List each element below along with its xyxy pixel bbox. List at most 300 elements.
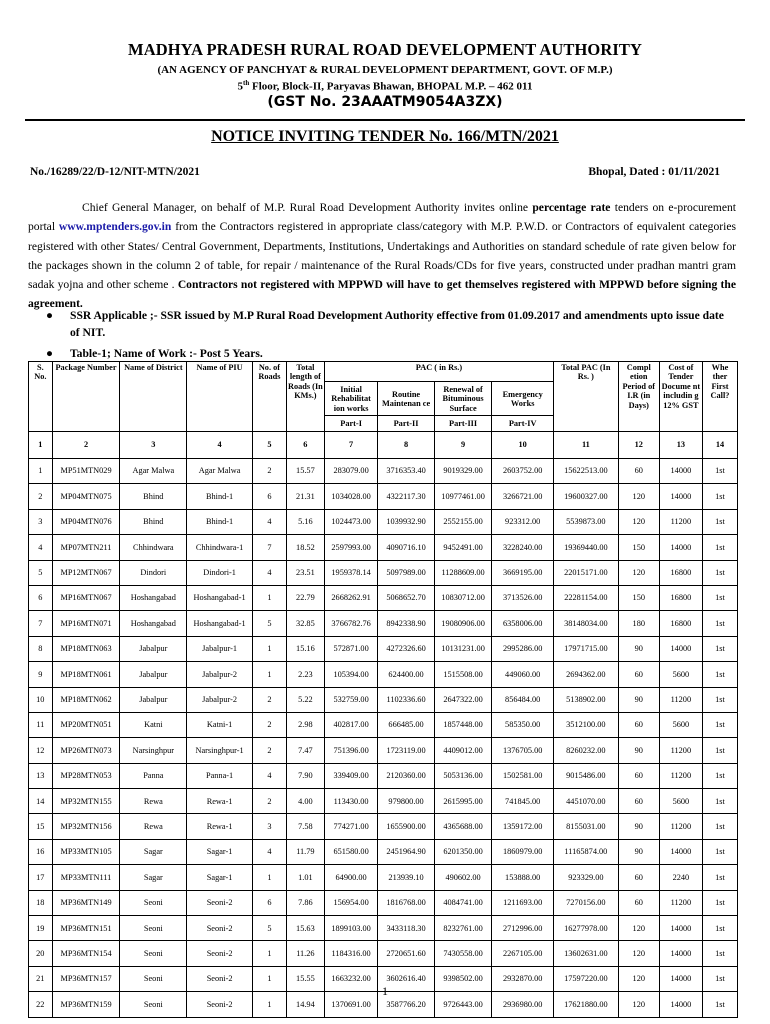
table-cell: 8942338.90	[378, 611, 435, 636]
table-cell: 1959378.14	[324, 560, 377, 585]
header-first-call: Whe ther First Call?	[702, 362, 737, 432]
table-cell: 90	[618, 839, 659, 864]
column-number-cell: 2	[52, 432, 120, 459]
table-cell: 923312.00	[492, 509, 554, 534]
table-cell: 4365688.00	[434, 814, 492, 839]
table-cell: 6201350.00	[434, 839, 492, 864]
header-initial: Initial Rehabilitat ion works	[324, 382, 377, 416]
table-cell: 4.00	[286, 789, 324, 814]
header-pac: PAC ( in Rs.)	[324, 362, 553, 382]
table-cell: 1034028.00	[324, 484, 377, 509]
table-cell: 9452491.00	[434, 535, 492, 560]
table-cell: MP32MTN156	[52, 814, 120, 839]
table-cell: 16800	[659, 611, 702, 636]
table-row	[29, 890, 738, 915]
table-cell: 17621880.00	[554, 992, 619, 1017]
table-cell: 15.16	[286, 636, 324, 661]
table-cell: 17597220.00	[554, 966, 619, 991]
table-cell: 5068652.70	[378, 585, 435, 610]
table-cell: 2	[252, 459, 286, 484]
table-cell: 11288609.00	[434, 560, 492, 585]
table-cell: Bhind-1	[187, 484, 253, 509]
table-cell: 2552155.00	[434, 509, 492, 534]
table-row	[29, 484, 738, 509]
table-cell: 5097989.00	[378, 560, 435, 585]
table-cell: 22281154.00	[554, 585, 619, 610]
table-cell: 14000	[659, 484, 702, 509]
table-cell: 2.98	[286, 712, 324, 737]
table-cell: 32.85	[286, 611, 324, 636]
table-cell: 19	[29, 916, 53, 941]
table-cell: Sagar	[120, 839, 187, 864]
table-cell: 2	[252, 738, 286, 763]
table-row	[29, 459, 738, 484]
table-cell: 1102336.60	[378, 687, 435, 712]
table-row	[29, 814, 738, 839]
table-cell: 1st	[702, 611, 737, 636]
table-cell: 10131231.00	[434, 636, 492, 661]
table-cell: Seoni	[120, 992, 187, 1017]
table-cell: 60	[618, 712, 659, 737]
table-cell: 2647322.00	[434, 687, 492, 712]
table-cell: 1	[252, 662, 286, 687]
table-cell: 4090716.10	[378, 535, 435, 560]
table-cell: 6358006.00	[492, 611, 554, 636]
table-cell: 180	[618, 611, 659, 636]
table-cell: 14000	[659, 535, 702, 560]
notice-title-text: NOTICE INVITING TENDER No. 166/MTN/2021	[211, 128, 559, 145]
table-cell: 11200	[659, 890, 702, 915]
table-cell: 1.01	[286, 865, 324, 890]
table-cell: 23.51	[286, 560, 324, 585]
table-cell: Rewa	[120, 789, 187, 814]
table-cell: 1515508.00	[434, 662, 492, 687]
header-renewal: Renewal of Bituminous Surface	[434, 382, 492, 416]
table-row	[29, 662, 738, 687]
gst-number: (GST No. 23AAATM9054A3ZX)	[267, 94, 503, 110]
table-cell: 1st	[702, 839, 737, 864]
table-cell: Narsinghpur-1	[187, 738, 253, 763]
table-cell: Jabalpur-2	[187, 662, 253, 687]
table-cell: MP28MTN053	[52, 763, 120, 788]
column-number-cell: 14	[702, 432, 737, 459]
table-cell: 3716353.40	[378, 459, 435, 484]
table-cell: 2615995.00	[434, 789, 492, 814]
table-cell: 2720651.60	[378, 941, 435, 966]
table-cell: 1st	[702, 662, 737, 687]
table-cell: 12	[29, 738, 53, 763]
table-cell: 1184316.00	[324, 941, 377, 966]
table-cell: 14000	[659, 636, 702, 661]
table-cell: 923329.00	[554, 865, 619, 890]
table-cell: 60	[618, 890, 659, 915]
bullet-icon: ●	[46, 309, 54, 322]
table-cell: 2451964.90	[378, 839, 435, 864]
header-package: Package Number	[52, 362, 120, 432]
table-cell: 2932870.00	[492, 966, 554, 991]
table-cell: 10977461.00	[434, 484, 492, 509]
authority-title: MADHYA PRADESH RURAL ROAD DEVELOPMENT AUTHORITY	[128, 40, 642, 59]
table-cell: 1899103.00	[324, 916, 377, 941]
table-cell: 9	[29, 662, 53, 687]
table-row	[29, 535, 738, 560]
table-cell: 741845.00	[492, 789, 554, 814]
table-cell: MP36MTN157	[52, 966, 120, 991]
table-cell: 14	[29, 789, 53, 814]
table-cell: Seoni-2	[187, 941, 253, 966]
column-number-cell: 11	[554, 432, 619, 459]
table-cell: 1st	[702, 712, 737, 737]
table-cell: Rewa-1	[187, 789, 253, 814]
table-cell: 17	[29, 865, 53, 890]
table-cell: 4	[29, 535, 53, 560]
table-cell: 1st	[702, 789, 737, 814]
table-cell: 5.22	[286, 687, 324, 712]
table-cell: MP36MTN149	[52, 890, 120, 915]
table-cell: 1655900.00	[378, 814, 435, 839]
table-cell: Seoni-2	[187, 992, 253, 1017]
table-cell: 14000	[659, 941, 702, 966]
table-cell: 14000	[659, 966, 702, 991]
table-cell: 90	[618, 814, 659, 839]
table-cell: 3	[252, 814, 286, 839]
table-cell: Sagar-1	[187, 865, 253, 890]
table-cell: 4	[252, 763, 286, 788]
table-cell: 22.79	[286, 585, 324, 610]
table-cell: 3713526.00	[492, 585, 554, 610]
table-cell: Agar Malwa	[120, 459, 187, 484]
header-divider	[25, 119, 745, 121]
table-row	[29, 839, 738, 864]
table-cell: 105394.00	[324, 662, 377, 687]
table-cell: 14.94	[286, 992, 324, 1017]
column-number-cell: 6	[286, 432, 324, 459]
table-cell: 9726443.00	[434, 992, 492, 1017]
table-cell: Sagar	[120, 865, 187, 890]
table-cell: Agar Malwa	[187, 459, 253, 484]
table-cell: MP04MTN075	[52, 484, 120, 509]
table-cell: Hoshangabad	[120, 585, 187, 610]
header-part2: Part-II	[378, 416, 435, 432]
tender-table-body	[29, 459, 738, 1018]
table-cell: MP51MTN029	[52, 459, 120, 484]
table-cell: 11.26	[286, 941, 324, 966]
table-cell: 120	[618, 560, 659, 585]
header-part4: Part-IV	[492, 416, 554, 432]
table-cell: 7.58	[286, 814, 324, 839]
table-cell: MP12MTN067	[52, 560, 120, 585]
table-cell: 120	[618, 509, 659, 534]
table-cell: 8155031.00	[554, 814, 619, 839]
table-cell: Bhind	[120, 509, 187, 534]
table-cell: 11200	[659, 509, 702, 534]
table-cell: 4272326.60	[378, 636, 435, 661]
table-cell: 1st	[702, 535, 737, 560]
table-cell: 15622513.00	[554, 459, 619, 484]
table-cell: 1st	[702, 509, 737, 534]
table-cell: Sagar-1	[187, 839, 253, 864]
para-text-2: tenders on e-procurement portal	[28, 201, 736, 234]
table-cell: 5600	[659, 789, 702, 814]
table-cell: 16	[29, 839, 53, 864]
table-cell: 3512100.00	[554, 712, 619, 737]
reference-number: No./16289/22/D-12/NIT-MTN/2021	[30, 166, 200, 178]
table-cell: 7	[29, 611, 53, 636]
table-row	[29, 560, 738, 585]
table-cell: 90	[618, 636, 659, 661]
table-cell: 2	[29, 484, 53, 509]
table-cell: 1816768.00	[378, 890, 435, 915]
table-cell: 283079.00	[324, 459, 377, 484]
header-roads: No. of Roads	[252, 362, 286, 432]
table-cell: Jabalpur	[120, 687, 187, 712]
table-cell: 1860979.00	[492, 839, 554, 864]
table-cell: 11200	[659, 814, 702, 839]
authority-address	[0, 79, 770, 93]
table-cell: 2603752.00	[492, 459, 554, 484]
bullet-icon: ●	[46, 347, 54, 360]
table-cell: 1st	[702, 992, 737, 1017]
table-row	[29, 738, 738, 763]
tender-table	[28, 361, 738, 1018]
table-cell: 7.47	[286, 738, 324, 763]
para-text-1: Chief General Manager, on behalf of M.P. Rural Road Development Authority invites online	[82, 201, 533, 214]
table-cell: 2	[252, 789, 286, 814]
table-cell: 4	[252, 509, 286, 534]
table-cell: 4	[252, 560, 286, 585]
table-cell: 7430558.00	[434, 941, 492, 966]
table-cell: 651580.00	[324, 839, 377, 864]
table-cell: 19080906.00	[434, 611, 492, 636]
notice-paragraph	[28, 198, 736, 314]
table-cell: 60	[618, 865, 659, 890]
table-cell: MP18MTN062	[52, 687, 120, 712]
header-length: Total length of Roads (In KMs.)	[286, 362, 324, 432]
table-cell: 1376705.00	[492, 738, 554, 763]
table-cell: 4	[252, 839, 286, 864]
table-cell: 1723119.00	[378, 738, 435, 763]
table-cell: 11165874.00	[554, 839, 619, 864]
table-cell: 7.86	[286, 890, 324, 915]
table-cell: 1	[252, 941, 286, 966]
table-cell: 5600	[659, 662, 702, 687]
page-number: 1	[382, 984, 388, 998]
table-cell: 156954.00	[324, 890, 377, 915]
table-cell: 3587766.20	[378, 992, 435, 1017]
table-cell: 1st	[702, 941, 737, 966]
table-cell: MP33MTN111	[52, 865, 120, 890]
table-cell: 5138902.00	[554, 687, 619, 712]
table-cell: 751396.00	[324, 738, 377, 763]
table-cell: 7270156.00	[554, 890, 619, 915]
table-cell: 21.31	[286, 484, 324, 509]
table-cell: 7	[252, 535, 286, 560]
table-cell: 4084741.00	[434, 890, 492, 915]
table-cell: 5	[252, 916, 286, 941]
table-cell: MP33MTN105	[52, 839, 120, 864]
header-district: Name of District	[120, 362, 187, 432]
table-row	[29, 763, 738, 788]
table-cell: MP16MTN071	[52, 611, 120, 636]
table-cell: 1502581.00	[492, 763, 554, 788]
table-cell: Rewa	[120, 814, 187, 839]
table-cell: 3266721.00	[492, 484, 554, 509]
table-cell: 449060.00	[492, 662, 554, 687]
table-cell: 9015486.00	[554, 763, 619, 788]
table-cell: 2936980.00	[492, 992, 554, 1017]
table-cell: 5.16	[286, 509, 324, 534]
table-cell: MP32MTN155	[52, 789, 120, 814]
table-cell: 14000	[659, 459, 702, 484]
table-cell: MP04MTN076	[52, 509, 120, 534]
table-cell: MP07MTN211	[52, 535, 120, 560]
table-cell: 402817.00	[324, 712, 377, 737]
table-row	[29, 916, 738, 941]
table-cell: 14000	[659, 839, 702, 864]
table-cell: 2.23	[286, 662, 324, 687]
table-cell: Seoni-2	[187, 966, 253, 991]
table-cell: 120	[618, 484, 659, 509]
table-cell: MP18MTN063	[52, 636, 120, 661]
table-cell: Rewa-1	[187, 814, 253, 839]
table-cell: 11200	[659, 738, 702, 763]
table-cell: 18	[29, 890, 53, 915]
table-cell: 1st	[702, 814, 737, 839]
table-cell: 7.90	[286, 763, 324, 788]
header-completion-period: Compl etion Period of I.R (in Days)	[618, 362, 659, 432]
table-cell: 1st	[702, 560, 737, 585]
table-cell: 213939.10	[378, 865, 435, 890]
column-number-cell: 7	[324, 432, 377, 459]
column-number-cell: 9	[434, 432, 492, 459]
table-cell: Narsinghpur	[120, 738, 187, 763]
table-cell: 1st	[702, 916, 737, 941]
table-cell: Hoshangabad-1	[187, 611, 253, 636]
table-cell: 1st	[702, 636, 737, 661]
table-cell: 9019329.00	[434, 459, 492, 484]
table-cell: Seoni-2	[187, 890, 253, 915]
table-cell: Panna-1	[187, 763, 253, 788]
table-cell: 572871.00	[324, 636, 377, 661]
table-cell: Hoshangabad	[120, 611, 187, 636]
column-number-cell: 3	[120, 432, 187, 459]
portal-link[interactable]: www.mptenders.gov.in	[58, 220, 172, 234]
table-cell: Hoshangabad-1	[187, 585, 253, 610]
table-cell: 2	[252, 687, 286, 712]
table-cell: 60	[618, 763, 659, 788]
table-cell: 11	[29, 712, 53, 737]
table-cell: 1857448.00	[434, 712, 492, 737]
table-cell: 150	[618, 585, 659, 610]
table-row	[29, 865, 738, 890]
table-cell: 490602.00	[434, 865, 492, 890]
table-row	[29, 712, 738, 737]
table-cell: Bhind	[120, 484, 187, 509]
table-cell: 3228240.00	[492, 535, 554, 560]
table-cell: 532759.00	[324, 687, 377, 712]
header-piu: Name of PIU	[187, 362, 253, 432]
table-cell: 5600	[659, 712, 702, 737]
address-sup: th	[243, 79, 250, 87]
column-number-cell: 4	[187, 432, 253, 459]
table-cell: 979800.00	[378, 789, 435, 814]
table-cell: 1039932.90	[378, 509, 435, 534]
header-part1: Part-I	[324, 416, 377, 432]
table-cell: 120	[618, 916, 659, 941]
table-cell: 2668262.91	[324, 585, 377, 610]
table-cell: Panna	[120, 763, 187, 788]
table-cell: 3766782.76	[324, 611, 377, 636]
table-cell: Jabalpur	[120, 662, 187, 687]
table-cell: 1st	[702, 585, 737, 610]
table-cell: 5539873.00	[554, 509, 619, 534]
table-cell: 20	[29, 941, 53, 966]
table-cell: 624400.00	[378, 662, 435, 687]
table-cell: 8260232.00	[554, 738, 619, 763]
table-cell: Jabalpur-2	[187, 687, 253, 712]
table-cell: 9398502.00	[434, 966, 492, 991]
bullet-table-text: Table-1; Name of Work :- Post 5 Years.	[70, 347, 263, 360]
table-cell: Seoni	[120, 890, 187, 915]
notice-title	[0, 128, 770, 146]
table-cell: 1370691.00	[324, 992, 377, 1017]
table-cell: MP36MTN159	[52, 992, 120, 1017]
table-cell: 10	[29, 687, 53, 712]
table-cell: MP18MTN061	[52, 662, 120, 687]
table-cell: 11.79	[286, 839, 324, 864]
table-cell: 14000	[659, 916, 702, 941]
table-cell: 1st	[702, 687, 737, 712]
table-cell: 15.55	[286, 966, 324, 991]
header-tender-cost: Cost of Tender Docume nt includin g 12% GST	[659, 362, 702, 432]
table-cell: 16800	[659, 585, 702, 610]
table-cell: 11200	[659, 687, 702, 712]
table-cell: 17971715.00	[554, 636, 619, 661]
table-cell: 19369440.00	[554, 535, 619, 560]
table-cell: 14000	[659, 992, 702, 1017]
column-number-cell: 12	[618, 432, 659, 459]
header-emergency: Emergency Works	[492, 382, 554, 416]
table-cell: 1359172.00	[492, 814, 554, 839]
table-cell: 8	[29, 636, 53, 661]
table-cell: 15.63	[286, 916, 324, 941]
table-cell: 38148034.00	[554, 611, 619, 636]
table-cell: 3	[29, 509, 53, 534]
reference-line	[30, 166, 720, 178]
table-cell: 1st	[702, 966, 737, 991]
table-cell: 3669195.00	[492, 560, 554, 585]
table-cell: 774271.00	[324, 814, 377, 839]
column-number-cell: 5	[252, 432, 286, 459]
table-cell: Dindori-1	[187, 560, 253, 585]
table-cell: 16800	[659, 560, 702, 585]
table-cell: 2120360.00	[378, 763, 435, 788]
table-row	[29, 611, 738, 636]
table-cell: 1211693.00	[492, 890, 554, 915]
table-cell: Jabalpur	[120, 636, 187, 661]
table-cell: MP20MTN051	[52, 712, 120, 737]
table-cell: 150	[618, 535, 659, 560]
table-cell: 1st	[702, 890, 737, 915]
table-row	[29, 636, 738, 661]
table-cell: 585350.00	[492, 712, 554, 737]
table-cell: 666485.00	[378, 712, 435, 737]
header-routine: Routine Maintenan ce	[378, 382, 435, 416]
para-bold-1: percentage rate	[532, 201, 611, 214]
table-cell: 339409.00	[324, 763, 377, 788]
table-cell: 22015171.00	[554, 560, 619, 585]
table-cell: 153888.00	[492, 865, 554, 890]
